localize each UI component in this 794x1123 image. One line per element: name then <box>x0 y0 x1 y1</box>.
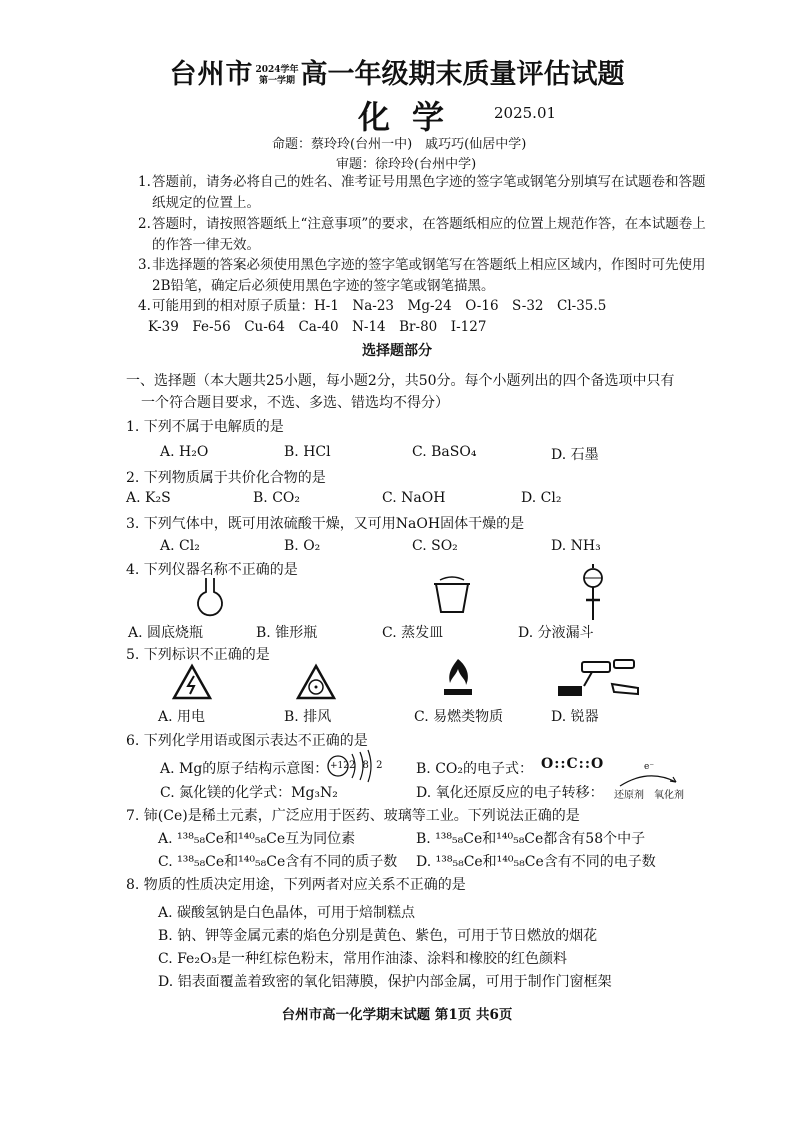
mg-nucleus-label: +12 <box>330 761 349 771</box>
q8-stem: 8. 物质的性质决定用途，下列两者对应关系不正确的是 <box>126 877 466 893</box>
q4-stem: 4. 下列仪器名称不正确的是 <box>126 562 298 578</box>
separatory-funnel-icon <box>578 562 608 624</box>
q7-option-d: D. ¹³⁸₅₈Ce和¹⁴⁰₅₈Ce含有不同的电子数 <box>416 854 656 870</box>
sharp-object-icon <box>554 656 644 700</box>
q5-stem: 5. 下列标识不正确的是 <box>126 647 270 663</box>
q1-option-b: B. HCl <box>284 444 331 460</box>
flammable-icon <box>440 655 476 699</box>
q8-option-b: B. 钠、钾等金属元素的焰色分别是黄色、紫色，可用于节日燃放的烟花 <box>158 928 598 944</box>
q2-stem: 2. 下列物质属于共价化合物的是 <box>126 470 326 486</box>
notice-2: 2. 答题时，请按照答题纸上“注意事项”的要求，在答题纸相应的位置上规范作答，在本试题卷上的作答一律无效。 <box>138 216 706 253</box>
evaporating-dish-icon <box>432 578 472 620</box>
q5-option-b: B. 排风 <box>284 709 332 725</box>
ventilation-icon <box>296 664 336 700</box>
q7-option-b: B. ¹³⁸₅₈Ce和¹⁴⁰₅₈Ce都含有58个中子 <box>416 831 646 847</box>
q7-stem: 7. 铈(Ce)是稀土元素，广泛应用于医药、玻璃等工业。下列说法正确的是 <box>126 808 580 824</box>
q5-option-d: D. 锐器 <box>551 709 599 725</box>
subject-title: 化学 <box>358 98 467 136</box>
q3-option-c: C. SO₂ <box>412 538 458 554</box>
q1-option-c: C. BaSO₄ <box>412 444 477 460</box>
q2-option-c: C. NaOH <box>382 490 446 506</box>
q4-option-d: D. 分液漏斗 <box>518 625 594 641</box>
electricity-warning-icon <box>172 664 212 700</box>
notice-1: 1. 答题前，请务必将自己的姓名、准考证号用黑色字迹的签字笔或钢笔分别填写在试题卷和答题纸规定的位置上。 <box>138 174 706 211</box>
notice-4: 4. 可能用到的相对原子质量：H-1 Na-23 Mg-24 O-16 S-32 Cl-35.5 <box>138 298 607 314</box>
title-rest: 高一年级期末质量评估试题 <box>300 59 625 90</box>
q5-option-a: A. 用电 <box>158 709 206 725</box>
q3-option-a: A. Cl₂ <box>160 538 200 554</box>
exam-title <box>0 52 794 91</box>
q3-option-d: D. NH₃ <box>551 538 601 554</box>
q8-option-d: D. 铝表面覆盖着致密的氧化铝薄膜，保护内部金属，可用于制作门窗框架 <box>158 974 612 990</box>
q7-option-c: C. ¹³⁸₅₈Ce和¹⁴⁰₅₈Ce含有不同的质子数 <box>158 854 398 870</box>
notice-3: 3. 非选择题的答案必须使用黑色字迹的签字笔或钢笔写在答题纸上相应区域内，作图时可先使用2B铅笔，确定后必须使用黑色字迹的签字笔或钢笔描黑。 <box>138 257 706 294</box>
reducing-agent-label: 还原剂 <box>614 790 644 801</box>
q2-option-b: B. CO₂ <box>253 490 300 506</box>
term-label: 2024学年 第一学期 <box>255 64 299 86</box>
part1-intro-1: 一、选择题（本大题共25小题，每小题2分，共50分。每个小题列出的四个备选项中只有 <box>126 373 675 389</box>
q1-stem: 1. 下列不属于电解质的是 <box>126 419 284 435</box>
q1-option-a: A. H₂O <box>160 444 209 460</box>
oxidizing-agent-label: 氧化剂 <box>654 790 684 801</box>
author-line: 命题：蔡玲玲(台州一中) 戚巧巧(仙居中学) <box>272 137 527 152</box>
part1-intro-2: 一个符合题目要求，不选、多选、错选均不得分） <box>141 395 449 411</box>
q4-option-c: C. 蒸发皿 <box>382 625 444 641</box>
exam-date: 2025.01 <box>494 104 557 122</box>
mg-shell-electrons: 2 8 2 <box>349 760 385 771</box>
q8-option-c: C. Fe₂O₃是一种红棕色粉末，常用作油漆、涂料和橡胶的红色颜料 <box>158 951 568 967</box>
q6-option-c: C. 氮化镁的化学式：Mg₃N₂ <box>160 785 338 801</box>
electron-label: e⁻ <box>644 762 655 772</box>
title-city: 台州市 <box>169 59 254 90</box>
co2-electron-formula: O::C::O <box>541 756 605 772</box>
q6-stem: 6. 下列化学用语或图示表达不正确的是 <box>126 733 368 749</box>
q6-option-b: B. CO₂的电子式： <box>416 761 533 777</box>
q2-option-a: A. K₂S <box>126 490 171 506</box>
q6-option-d: D. 氧化还原反应的电子转移： <box>416 785 604 801</box>
q1-option-d: D. 石墨 <box>551 447 599 463</box>
q5-option-c: C. 易燃类物质 <box>414 709 504 725</box>
q3-option-b: B. O₂ <box>284 538 321 554</box>
q7-option-a: A. ¹³⁸₅₈Ce和¹⁴⁰₅₈Ce互为同位素 <box>158 831 356 847</box>
q4-option-b: B. 锥形瓶 <box>256 625 318 641</box>
page-footer: 台州市高一化学期末试题 第1页 共6页 <box>281 1007 513 1023</box>
q6-option-a: A. Mg的原子结构示意图： <box>160 761 329 777</box>
reviewer-line: 审题：徐玲玲(台州中学) <box>336 157 477 172</box>
section-title: 选择题部分 <box>362 343 432 359</box>
q3-stem: 3. 下列气体中，既可用浓硫酸干燥，又可用NaOH固体干燥的是 <box>126 516 525 532</box>
q8-option-a: A. 碳酸氢钠是白色晶体，可用于焙制糕点 <box>158 905 416 921</box>
notice-4-cont: K-39 Fe-56 Cu-64 Ca-40 N-14 Br-80 I-127 <box>148 319 487 335</box>
round-bottom-flask-icon <box>190 576 230 622</box>
q2-option-d: D. Cl₂ <box>521 490 562 506</box>
q4-option-a: A. 圆底烧瓶 <box>128 625 204 641</box>
